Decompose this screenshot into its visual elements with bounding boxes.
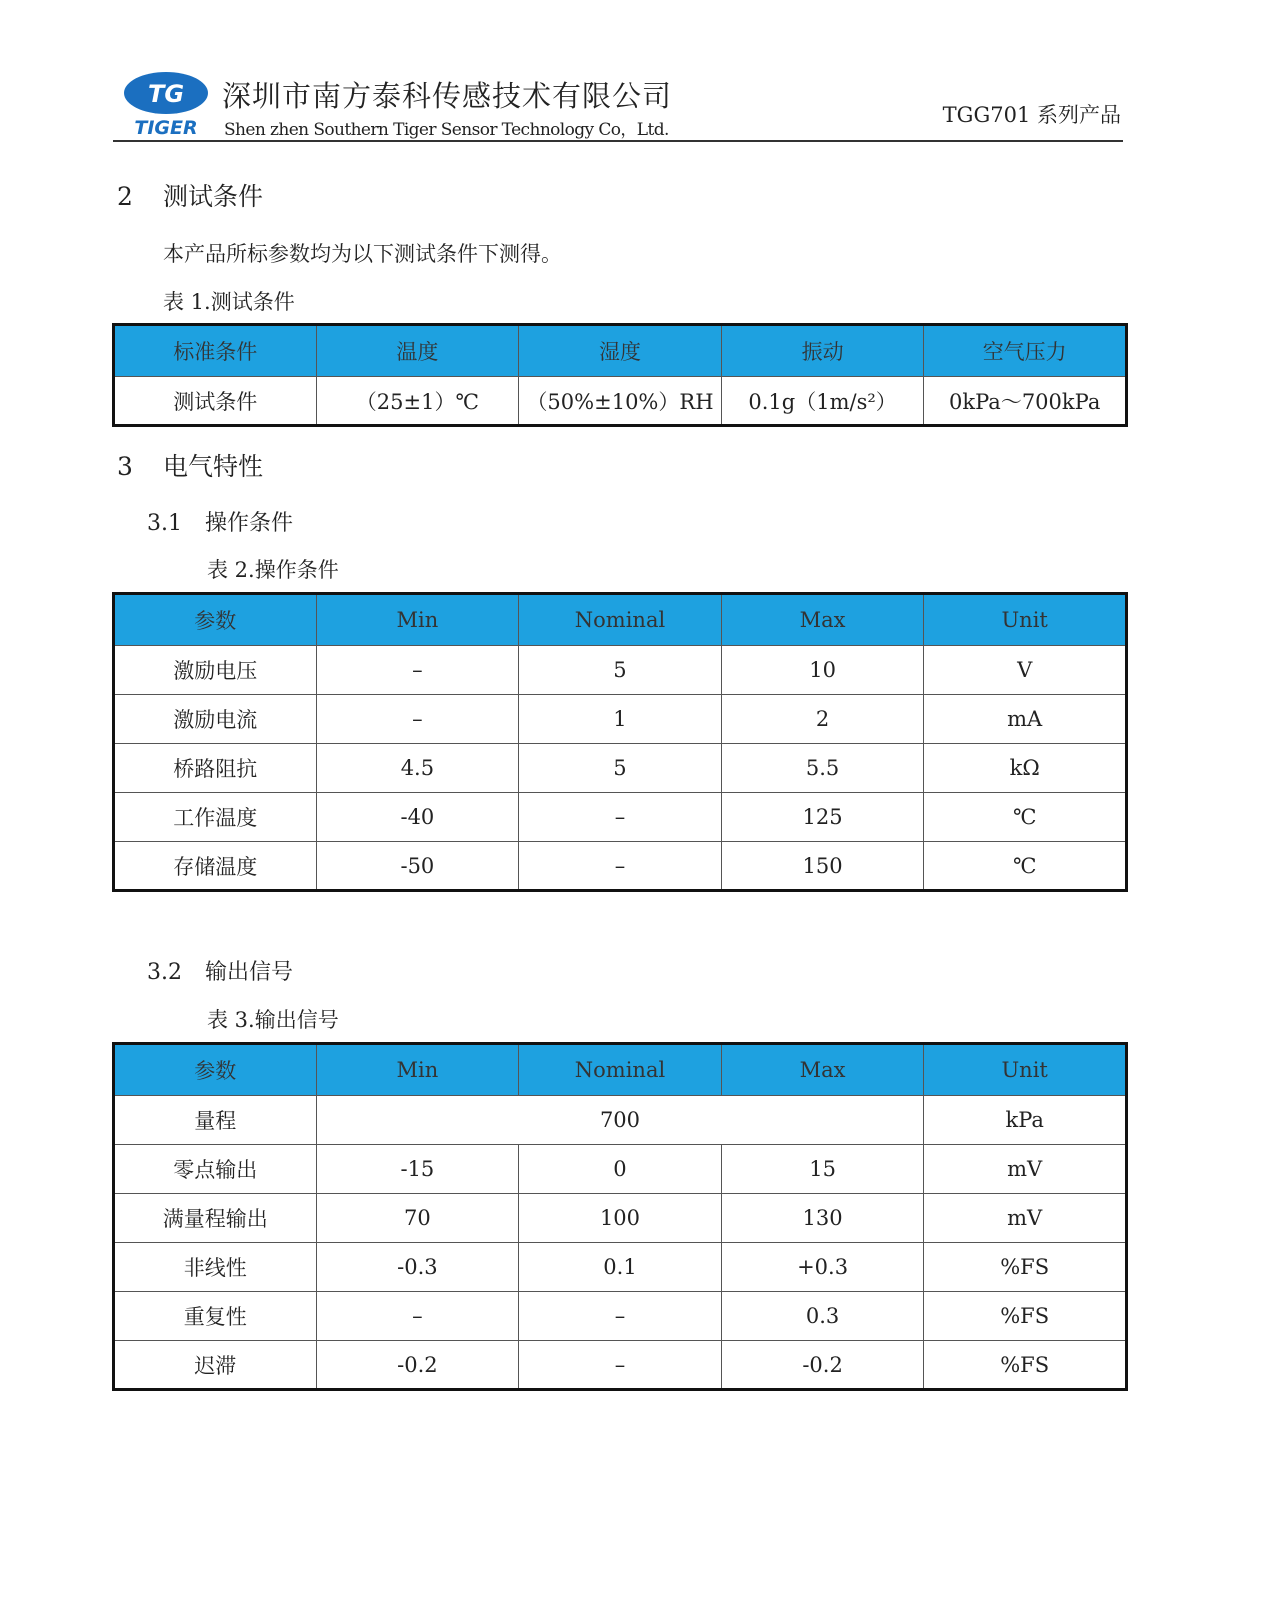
table-cell: V	[924, 646, 1127, 695]
section-intro: 本产品所标参数均为以下测试条件下测得。	[163, 242, 562, 266]
table-cell-merged: 700	[316, 1096, 924, 1145]
table-caption: 表 2.操作条件	[207, 558, 339, 582]
logo-initials: TG	[147, 80, 185, 108]
table-cell: ℃	[924, 842, 1127, 891]
product-series-label: TGG701 系列产品	[942, 103, 1121, 127]
section-number: 3	[117, 452, 133, 481]
table-cell: –	[316, 646, 519, 695]
table-cell: 满量程输出	[114, 1194, 317, 1243]
table-row	[114, 646, 1127, 695]
header-cell: 温度	[316, 325, 519, 377]
table-row	[114, 1341, 1127, 1390]
operating-conditions-table	[112, 592, 1128, 892]
subsection-heading-output	[147, 955, 293, 986]
table-cell: -50	[316, 842, 519, 891]
header-cell: Min	[316, 594, 519, 646]
table-cell: 70	[316, 1194, 519, 1243]
table-cell: -0.2	[316, 1341, 519, 1390]
table-cell: 激励电流	[114, 695, 317, 744]
company-name-cn: 深圳市南方泰科传感技术有限公司	[222, 79, 673, 113]
table-cell: +0.3	[721, 1243, 924, 1292]
table-cell: 0	[519, 1145, 722, 1194]
table-cell: –	[519, 1341, 722, 1390]
table-header-row	[114, 1044, 1127, 1096]
header-cell: Max	[721, 594, 924, 646]
table-row	[114, 1194, 1127, 1243]
header-cell: Nominal	[519, 1044, 722, 1096]
table-cell: 存储温度	[114, 842, 317, 891]
table-cell: 125	[721, 793, 924, 842]
section-heading-electrical	[117, 447, 263, 483]
table-cell: mV	[924, 1194, 1127, 1243]
table-cell: 5	[519, 744, 722, 793]
output-signal-table	[112, 1042, 1128, 1391]
header-cell: Max	[721, 1044, 924, 1096]
table-header-row	[114, 325, 1127, 377]
table-cell: （50%±10%）RH	[519, 377, 722, 426]
table-cell: 0.3	[721, 1292, 924, 1341]
table-row	[114, 1243, 1127, 1292]
header-cell: Unit	[924, 594, 1127, 646]
table-cell: 零点输出	[114, 1145, 317, 1194]
header-cell: 参数	[114, 1044, 317, 1096]
table-cell: %FS	[924, 1292, 1127, 1341]
table-cell: 10	[721, 646, 924, 695]
table-cell: 激励电压	[114, 646, 317, 695]
table-cell: –	[519, 1292, 722, 1341]
table-cell: kPa	[924, 1096, 1127, 1145]
table-row	[114, 1292, 1127, 1341]
table-cell: 2	[721, 695, 924, 744]
table-cell: %FS	[924, 1243, 1127, 1292]
table-cell: kΩ	[924, 744, 1127, 793]
table-cell: –	[316, 1292, 519, 1341]
subsection-heading-operating	[147, 506, 293, 537]
section-number: 2	[117, 182, 133, 211]
table-row	[114, 1145, 1127, 1194]
table-cell: 量程	[114, 1096, 317, 1145]
subsection-number: 3.2	[147, 960, 182, 985]
table-cell: 4.5	[316, 744, 519, 793]
company-logo	[122, 68, 212, 138]
table-cell: 桥路阻抗	[114, 744, 317, 793]
table-cell: -0.2	[721, 1341, 924, 1390]
table-cell: 0kPa～700kPa	[924, 377, 1127, 426]
table-cell: 工作温度	[114, 793, 317, 842]
table-cell: 1	[519, 695, 722, 744]
company-name-en: Shen zhen Southern Tiger Sensor Technology Co，Ltd.	[224, 120, 669, 140]
table-cell: 15	[721, 1145, 924, 1194]
table-row	[114, 793, 1127, 842]
table-cell: %FS	[924, 1341, 1127, 1390]
section-title: 电气特性	[163, 452, 264, 481]
table-cell: 130	[721, 1194, 924, 1243]
table-cell: 100	[519, 1194, 722, 1243]
table-cell: -40	[316, 793, 519, 842]
subsection-title: 操作条件	[205, 511, 294, 536]
test-conditions-table	[112, 323, 1128, 427]
table-cell: –	[519, 793, 722, 842]
table-row-range	[114, 1096, 1127, 1145]
subsection-title: 输出信号	[205, 960, 294, 985]
header-cell: 湿度	[519, 325, 722, 377]
table-cell: 非线性	[114, 1243, 317, 1292]
table-cell: 0.1g（1m/s²）	[721, 377, 924, 426]
table-cell: 150	[721, 842, 924, 891]
section-title: 测试条件	[163, 182, 264, 211]
header-cell: 标准条件	[114, 325, 317, 377]
table-cell: （25±1）℃	[316, 377, 519, 426]
table-cell: -15	[316, 1145, 519, 1194]
header-cell: 振动	[721, 325, 924, 377]
table-cell: 测试条件	[114, 377, 317, 426]
table-cell: –	[519, 842, 722, 891]
logo-word: TIGER	[134, 117, 198, 138]
header-cell: Min	[316, 1044, 519, 1096]
header-cell: Unit	[924, 1044, 1127, 1096]
header-cell: 参数	[114, 594, 317, 646]
table-cell: 重复性	[114, 1292, 317, 1341]
table-header-row	[114, 594, 1127, 646]
table-cell: 0.1	[519, 1243, 722, 1292]
table-cell: -0.3	[316, 1243, 519, 1292]
header-cell: 空气压力	[924, 325, 1127, 377]
table-caption: 表 1.测试条件	[163, 290, 295, 314]
table-cell: 5.5	[721, 744, 924, 793]
table-row	[114, 744, 1127, 793]
table-cell: 迟滞	[114, 1341, 317, 1390]
header-cell: Nominal	[519, 594, 722, 646]
table-cell: mV	[924, 1145, 1127, 1194]
table-row	[114, 695, 1127, 744]
section-heading-test-conditions	[117, 177, 263, 213]
table-cell: –	[316, 695, 519, 744]
subsection-number: 3.1	[147, 511, 182, 536]
table-cell: 5	[519, 646, 722, 695]
table-row	[114, 842, 1127, 891]
table-cell: mA	[924, 695, 1127, 744]
table-row	[114, 377, 1127, 426]
table-caption: 表 3.输出信号	[207, 1008, 339, 1032]
header-divider	[113, 140, 1123, 142]
table-cell: ℃	[924, 793, 1127, 842]
